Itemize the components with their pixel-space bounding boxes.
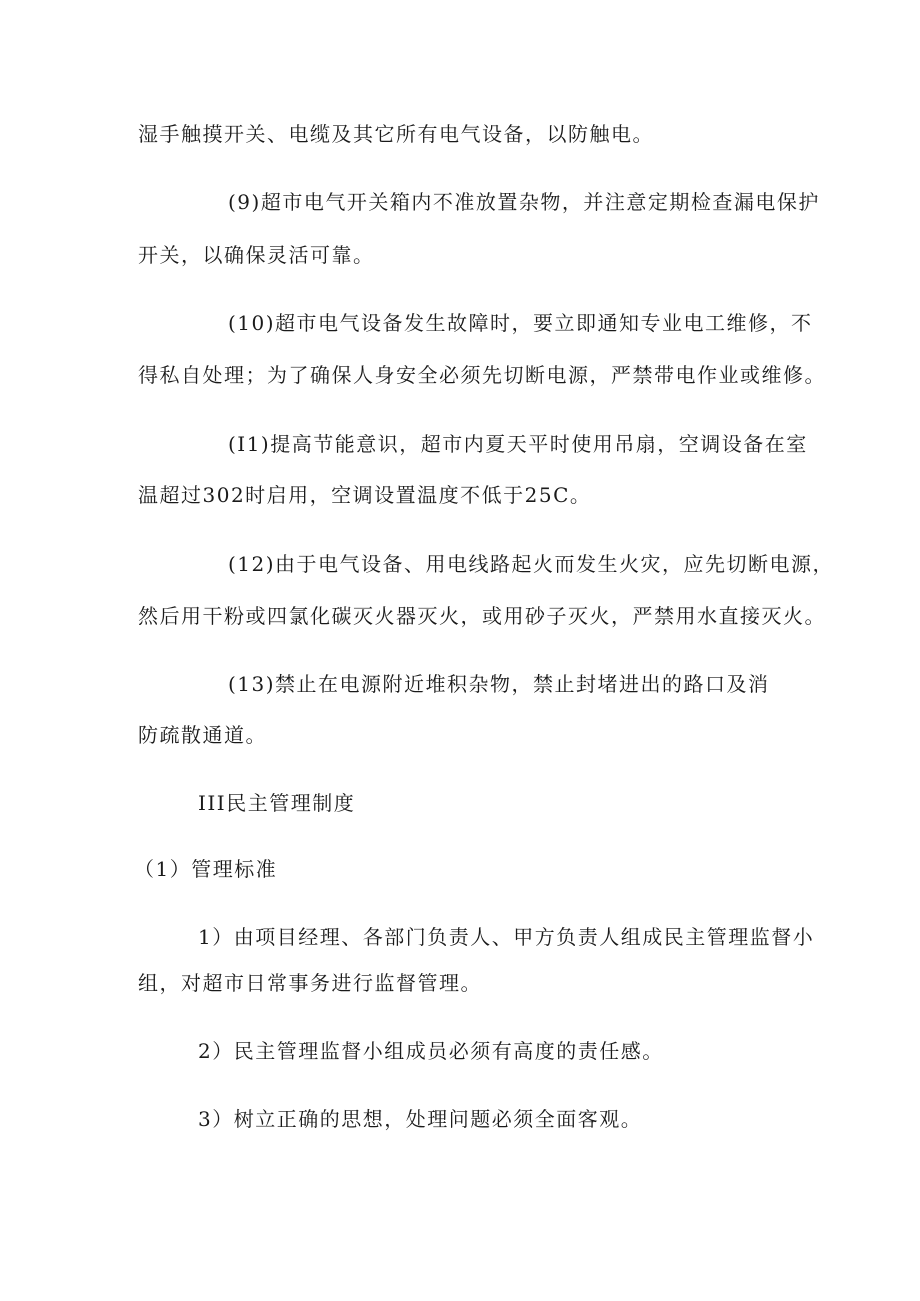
text-line: 2）民主管理监督小组成员必须有高度的责任感。	[198, 1039, 664, 1063]
text-line: 得私自处理；为了确保人身安全必须先切断电源，严禁带电作业或维修。	[138, 363, 826, 387]
text-line: 1）由项目经理、各部门负责人、甲方负责人组成民主管理监督小	[198, 925, 815, 949]
subsection-heading: （1）管理标准	[134, 857, 278, 881]
text-line: 3）树立正确的思想，处理问题必须全面客观。	[198, 1107, 643, 1131]
section-heading: III民主管理制度	[198, 791, 356, 815]
text-line: (9)超市电气开关箱内不准放置杂物，并注意定期检查漏电保护	[228, 190, 820, 214]
text-line: (13)禁止在电源附近堆积杂物，禁止封堵进出的路口及消	[228, 672, 770, 696]
text-line: 开关，以确保灵活可靠。	[138, 243, 375, 267]
text-line: 组，对超市日常事务进行监督管理。	[138, 971, 482, 995]
text-line: (I1)提高节能意识，超市内夏天平时使用吊扇，空调设备在室	[228, 432, 808, 456]
text-line: 然后用干粉或四氯化碳灭火器灭火，或用砂子灭火，严禁用水直接灭火。	[138, 604, 826, 628]
text-line: 防疏散通道。	[138, 723, 267, 747]
text-line: 温超过302时启用，空调设置温度不低于25C。	[138, 483, 592, 507]
text-line: (12)由于电气设备、用电线路起火而发生火灾，应先切断电源，	[228, 552, 835, 576]
text-line: (10)超市电气设备发生故障时，要立即通知专业电工维修，不	[228, 311, 813, 335]
text-line: 湿手触摸开关、电缆及其它所有电气设备，以防触电。	[138, 122, 654, 146]
